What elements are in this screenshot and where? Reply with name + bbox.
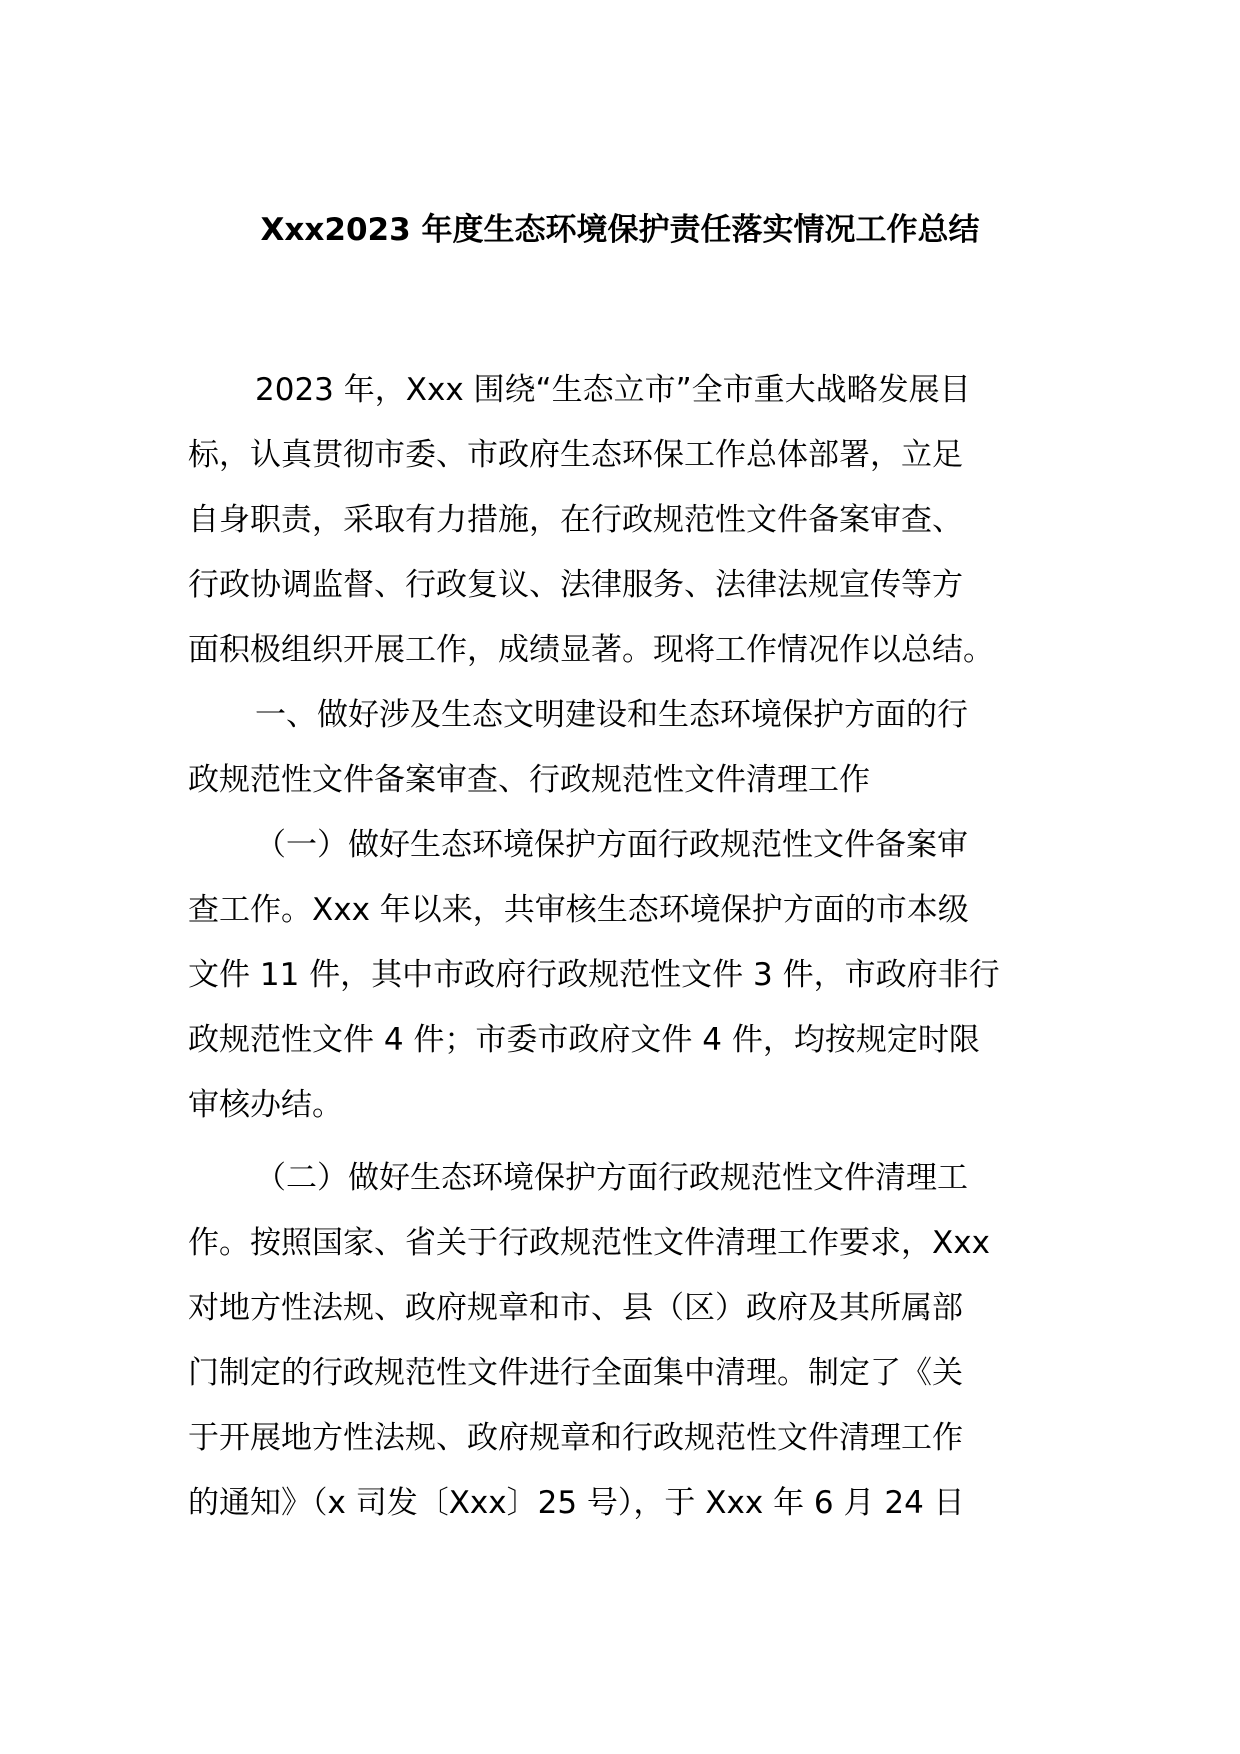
document-title: Xxx2023 年度生态环境保护责任落实情况工作总结	[260, 212, 980, 248]
paragraph-line: 自身职责，采取有力措施，在行政规范性文件备案审查、	[188, 502, 963, 538]
section-heading-line: 一、做好涉及生态文明建设和生态环境保护方面的行	[255, 697, 968, 733]
paragraph-line: 作。按照国家、省关于行政规范性文件清理工作要求，Xxx	[188, 1225, 990, 1261]
paragraph-line: 政规范性文件 4 件；市委市政府文件 4 件，均按规定时限	[188, 1022, 980, 1058]
document-body	[188, 358, 1056, 1536]
paragraph-line: 标，认真贯彻市委、市政府生态环保工作总体部署，立足	[188, 437, 963, 473]
paragraph-line: 于开展地方性法规、政府规章和行政规范性文件清理工作	[188, 1420, 963, 1456]
paragraph-line: 面积极组织开展工作，成绩显著。现将工作情况作以总结。	[188, 632, 994, 668]
paragraph-line: 审核办结。	[188, 1087, 343, 1123]
paragraph-line: （一）做好生态环境保护方面行政规范性文件备案审	[255, 827, 968, 863]
paragraph-line: （二）做好生态环境保护方面行政规范性文件清理工	[255, 1160, 968, 1196]
paragraph-line: 文件 11 件，其中市政府行政规范性文件 3 件，市政府非行	[188, 957, 1000, 993]
section-heading-line: 政规范性文件备案审查、行政规范性文件清理工作	[188, 762, 870, 798]
paragraph-spacer	[188, 1138, 1056, 1146]
paragraph-line: 行政协调监督、行政复议、法律服务、法律法规宣传等方	[188, 567, 963, 603]
paragraph-line: 的通知》（x 司发〔Xxx〕25 号），于 Xxx 年 6 月 24 日	[188, 1485, 965, 1521]
paragraph-line: 对地方性法规、政府规章和市、县（区）政府及其所属部	[188, 1290, 963, 1326]
paragraph-line: 门制定的行政规范性文件进行全面集中清理。制定了《关	[188, 1355, 963, 1391]
paragraph-line: 查工作。Xxx 年以来，共审核生态环境保护方面的市本级	[188, 892, 969, 928]
paragraph-line: 2023 年，Xxx 围绕“生态立市”全市重大战略发展目	[255, 372, 971, 408]
